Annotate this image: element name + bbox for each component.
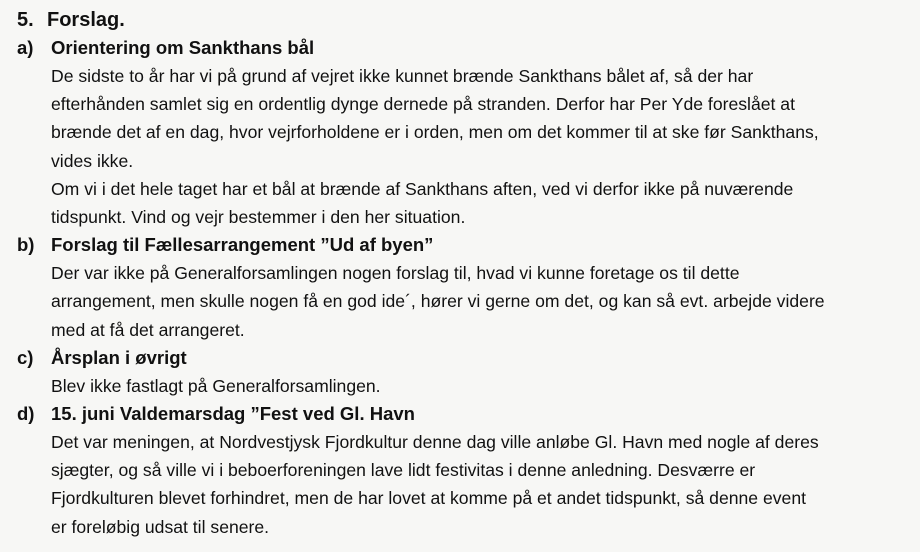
item-letter: c): [17, 346, 34, 368]
item-b: [17, 231, 910, 344]
item-d: [17, 400, 910, 541]
item-heading: [17, 400, 910, 428]
item-body: [17, 372, 910, 400]
item-title: Orientering om Sankthans bål: [51, 37, 315, 58]
section-number: 5.: [17, 9, 34, 31]
item-paragraph: Der var ikke på Generalforsamlingen nogen forslag til, hvad vi kunne foretage os til dette arrangement, men skulle nogen få en god ide´, hører vi gerne om det, og kan så evt. arbejde videre med at få det arrangeret.: [51, 263, 825, 340]
item-body: [17, 62, 910, 231]
item-paragraph: Det var meningen, at Nordvestjysk Fjordkultur denne dag ville anløbe Gl. Havn med nogle af deres sjægter, og så ville vi i beboerforeningen lave lidt festivitas i denne anledning. Desværre er Fjordkulturen blevet forhindret, men de har lovet at komme på et andet tidspunkt, så denne event er foreløbig udsat til senere.: [51, 432, 819, 537]
item-title: Årsplan i øvrigt: [51, 346, 187, 368]
item-title: 15. juni Valdemarsdag ”Fest ved Gl. Havn: [51, 403, 415, 425]
item-paragraph: Blev ikke fastlagt på Generalforsamlingen.: [51, 375, 381, 396]
section-title: Forslag.: [47, 9, 125, 31]
item-heading: [17, 231, 910, 259]
item-heading: [17, 344, 910, 372]
item-letter: b): [17, 234, 35, 256]
item-letter: d): [17, 403, 35, 425]
item-paragraph: Om vi i det hele taget har et bål at brænde af Sankthans aften, ved vi derfor ikke på nuværende tidspunkt. Vind og vejr bestemmer i den her situation.: [51, 178, 794, 228]
item-paragraph: De sidste to år har vi på grund af vejret ikke kunnet brænde Sankthans bålet af, så der har efterhånden samlet sig en ordentlig dynge dernede på stranden. Derfor har Per Yde foreslået at brænde det af en dag, hvor vejrforholdene er i orden, men om det kommer til at ske før Sankthans, vides ikke.: [51, 66, 819, 171]
item-heading: [17, 34, 910, 62]
item-c: [17, 344, 910, 400]
item-a: [17, 34, 910, 231]
item-body: [17, 428, 910, 541]
item-body: [17, 259, 910, 344]
item-title: Forslag til Fællesarrangement ”Ud af byen”: [51, 234, 434, 256]
item-letter: a): [17, 37, 34, 58]
section-heading: [17, 6, 910, 34]
